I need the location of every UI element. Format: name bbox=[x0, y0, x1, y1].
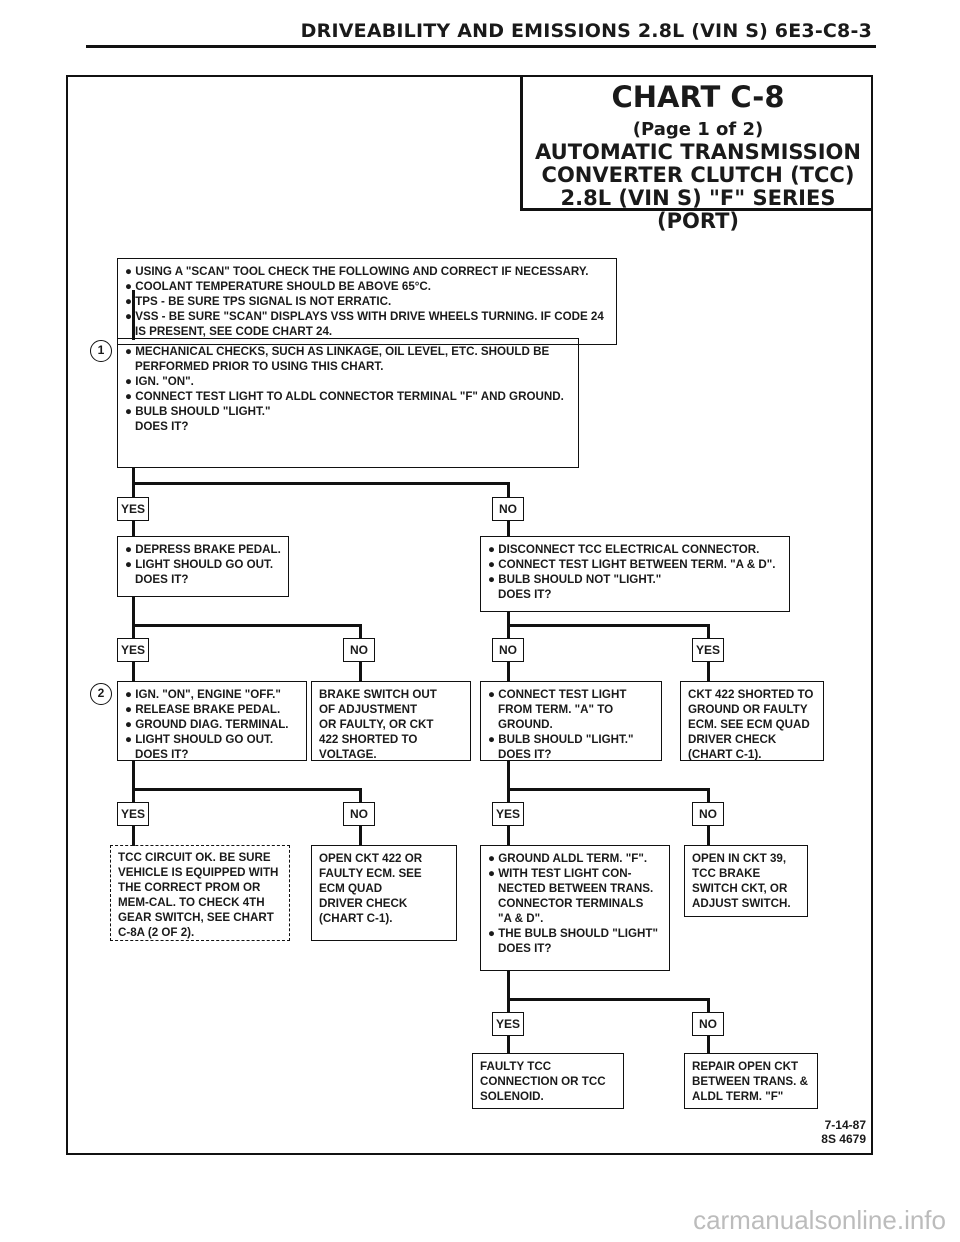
box-line: FAULTY ECM. SEE bbox=[319, 867, 422, 880]
connector bbox=[507, 826, 510, 846]
box-line: GROUND. bbox=[498, 718, 553, 731]
chart-title-block bbox=[520, 75, 873, 233]
box-line: ● DEPRESS BRAKE PEDAL. bbox=[125, 543, 281, 556]
connector bbox=[359, 624, 362, 639]
yes-label: YES bbox=[692, 638, 724, 662]
box-line: DOES IT? bbox=[135, 748, 189, 761]
connector bbox=[132, 662, 135, 682]
no-label: NO bbox=[692, 802, 724, 826]
box-line: DRIVER CHECK bbox=[688, 733, 777, 746]
box-line: VEHICLE IS EQUIPPED WITH bbox=[118, 866, 279, 879]
box-line: CONNECTION OR TCC bbox=[480, 1075, 606, 1088]
box-line: ● WITH TEST LIGHT CON- bbox=[488, 867, 632, 880]
box-line: ● LIGHT SHOULD GO OUT. bbox=[125, 733, 274, 746]
no-label: NO bbox=[492, 638, 524, 662]
box-line: IS PRESENT, SEE CODE CHART 24. bbox=[135, 325, 333, 338]
box-line: DOES IT? bbox=[135, 573, 189, 586]
open-ckt422-box bbox=[311, 845, 457, 941]
connector bbox=[507, 482, 510, 498]
connector bbox=[359, 662, 362, 682]
footer-codes bbox=[821, 1118, 866, 1146]
repair-open-ckt-box bbox=[684, 1053, 818, 1109]
box-line: ALDL TERM. "F" bbox=[692, 1090, 784, 1103]
connector bbox=[707, 788, 710, 803]
box-line: C-8A (2 OF 2). bbox=[118, 926, 195, 939]
tcc-circuit-ok-box bbox=[110, 845, 290, 941]
box-line: ECM QUAD bbox=[319, 882, 383, 895]
box-line: MEM-CAL. TO CHECK 4TH bbox=[118, 896, 265, 909]
box-line: ● BULB SHOULD "LIGHT." bbox=[125, 405, 271, 418]
no-label: NO bbox=[692, 1012, 724, 1036]
connector bbox=[507, 971, 510, 1013]
brake-switch-result-box bbox=[311, 681, 471, 761]
box-line: ● DISCONNECT TCC ELECTRICAL CONNECTOR. bbox=[488, 543, 760, 556]
yes-label: YES bbox=[492, 802, 524, 826]
box-line: FROM TERM. "A" TO bbox=[498, 703, 614, 716]
chart-subtitle-2: CONVERTER CLUTCH (TCC) bbox=[541, 163, 855, 187]
connector bbox=[507, 760, 510, 803]
step-marker-1: 1 bbox=[90, 340, 112, 362]
connect-term-a-box bbox=[480, 681, 662, 761]
scan-tool-check-box bbox=[117, 258, 617, 345]
box-line: PERFORMED PRIOR TO USING THIS CHART. bbox=[135, 360, 384, 373]
yes-label: YES bbox=[117, 802, 149, 826]
chart-frame bbox=[66, 75, 873, 1155]
step-marker-2: 2 bbox=[90, 683, 112, 705]
ckt422-shorted-box bbox=[680, 681, 824, 761]
box-line: (CHART C-1). bbox=[688, 748, 762, 761]
box-line: OPEN CKT 422 OR bbox=[319, 852, 423, 865]
no-label: NO bbox=[492, 497, 524, 521]
box-line: REPAIR OPEN CKT bbox=[692, 1060, 799, 1073]
connector bbox=[707, 998, 710, 1013]
no-label: NO bbox=[343, 802, 375, 826]
box-line: DOES IT? bbox=[498, 588, 552, 601]
connector bbox=[359, 788, 362, 803]
connector bbox=[132, 482, 510, 485]
connector bbox=[507, 998, 710, 1001]
box-line: 422 SHORTED TO bbox=[319, 733, 418, 746]
connector bbox=[507, 624, 710, 627]
box-line: ● USING A "SCAN" TOOL CHECK THE FOLLOWING AND CORRECT IF NECESSARY. bbox=[125, 265, 589, 278]
box-line: BRAKE SWITCH OUT bbox=[319, 688, 437, 701]
connector bbox=[132, 624, 362, 627]
box-line: ● LIGHT SHOULD GO OUT. bbox=[125, 558, 274, 571]
ign-on-engine-off-box bbox=[117, 681, 307, 761]
box-line: CKT 422 SHORTED TO bbox=[688, 688, 814, 701]
box-line: ● VSS - BE SURE "SCAN" DISPLAYS VSS WITH DRIVE WHEELS TURNING. IF CODE 24 bbox=[125, 310, 604, 323]
box-line: ● CONNECT TEST LIGHT bbox=[488, 688, 627, 701]
box-line: ● MECHANICAL CHECKS, SUCH AS LINKAGE, OIL LEVEL, ETC. SHOULD BE bbox=[125, 345, 550, 358]
box-line: SOLENOID. bbox=[480, 1090, 544, 1103]
box-line: BETWEEN TRANS. & bbox=[692, 1075, 808, 1088]
page-header: DRIVEABILITY AND EMISSIONS 2.8L (VIN S) 6E3-C8-3 bbox=[300, 20, 872, 42]
box-line: OF ADJUSTMENT bbox=[319, 703, 418, 716]
connector bbox=[507, 1036, 510, 1054]
box-line: ● IGN. "ON". bbox=[125, 375, 194, 388]
box-line: ADJUST SWITCH. bbox=[692, 897, 791, 910]
open-ckt39-box bbox=[684, 845, 808, 917]
connector bbox=[507, 520, 510, 537]
connector bbox=[132, 760, 135, 803]
box-line: ● GROUND DIAG. TERMINAL. bbox=[125, 718, 289, 731]
box-line: TCC BRAKE bbox=[692, 867, 761, 880]
box-line: OR FAULTY, OR CKT bbox=[319, 718, 434, 731]
chart-title: CHART C-8 bbox=[611, 80, 785, 114]
connector bbox=[359, 826, 362, 846]
box-line: TCC CIRCUIT OK. BE SURE bbox=[118, 851, 271, 864]
header-rule bbox=[86, 45, 876, 48]
connector bbox=[507, 662, 510, 682]
footer-code: 8S 4679 bbox=[821, 1132, 866, 1146]
no-label: NO bbox=[343, 638, 375, 662]
box-line: GEAR SWITCH, SEE CHART bbox=[118, 911, 274, 924]
box-line: CONNECTOR TERMINALS bbox=[498, 897, 644, 910]
chart-subtitle-1: AUTOMATIC TRANSMISSION bbox=[535, 140, 861, 164]
connector bbox=[132, 788, 362, 791]
connector bbox=[507, 788, 710, 791]
box-line: ● COOLANT TEMPERATURE SHOULD BE ABOVE 65°C. bbox=[125, 280, 432, 293]
footer-date: 7-14-87 bbox=[824, 1118, 866, 1132]
box-line: ECM. SEE ECM QUAD bbox=[688, 718, 810, 731]
yes-label: YES bbox=[117, 497, 149, 521]
box-line: DOES IT? bbox=[498, 748, 552, 761]
box-line: FAULTY TCC bbox=[480, 1060, 552, 1073]
box-line: DOES IT? bbox=[498, 942, 552, 955]
box-line: ● TPS - BE SURE TPS SIGNAL IS NOT ERRATIC. bbox=[125, 295, 392, 308]
box-line: ● BULB SHOULD "LIGHT." bbox=[488, 733, 634, 746]
box-line: ● RELEASE BRAKE PEDAL. bbox=[125, 703, 281, 716]
box-line: DOES IT? bbox=[135, 420, 189, 433]
yes-label: YES bbox=[492, 1012, 524, 1036]
box-line: GROUND OR FAULTY bbox=[688, 703, 808, 716]
connector bbox=[132, 826, 135, 846]
box-line: (CHART C-1). bbox=[319, 912, 393, 925]
box-line: ● CONNECT TEST LIGHT TO ALDL CONNECTOR TERMINAL "F" AND GROUND. bbox=[125, 390, 564, 403]
box-line: ● THE BULB SHOULD "LIGHT" bbox=[488, 927, 658, 940]
connector bbox=[132, 596, 135, 639]
connector bbox=[707, 662, 710, 682]
connector bbox=[707, 826, 710, 846]
yes-label: YES bbox=[117, 638, 149, 662]
box-line: OPEN IN CKT 39, bbox=[692, 852, 787, 865]
connector bbox=[707, 624, 710, 639]
box-line: VOLTAGE. bbox=[319, 748, 377, 761]
connector bbox=[707, 1036, 710, 1054]
chart-page: (Page 1 of 2) bbox=[632, 119, 764, 140]
box-line: SWITCH CKT, OR bbox=[692, 882, 788, 895]
faulty-tcc-box bbox=[472, 1053, 624, 1109]
chart-subtitle-3: 2.8L (VIN S) "F" SERIES (PORT) bbox=[560, 186, 836, 233]
disconnect-tcc-box bbox=[480, 536, 790, 612]
watermark: carmanualsonline.info bbox=[693, 1205, 946, 1235]
box-line: ● IGN. "ON", ENGINE "OFF." bbox=[125, 688, 281, 701]
depress-brake-box bbox=[117, 536, 289, 597]
box-line: "A & D". bbox=[498, 912, 544, 925]
connector bbox=[132, 520, 135, 537]
box-line: ● CONNECT TEST LIGHT BETWEEN TERM. "A & D". bbox=[488, 558, 776, 571]
box-line: NECTED BETWEEN TRANS. bbox=[498, 882, 654, 895]
box-line: ● BULB SHOULD NOT "LIGHT." bbox=[488, 573, 662, 586]
mechanical-check-box bbox=[117, 338, 579, 468]
box-line: THE CORRECT PROM OR bbox=[118, 881, 261, 894]
box-line: DRIVER CHECK bbox=[319, 897, 408, 910]
box-line: ● GROUND ALDL TERM. "F". bbox=[488, 852, 648, 865]
ground-aldl-box bbox=[480, 845, 670, 971]
